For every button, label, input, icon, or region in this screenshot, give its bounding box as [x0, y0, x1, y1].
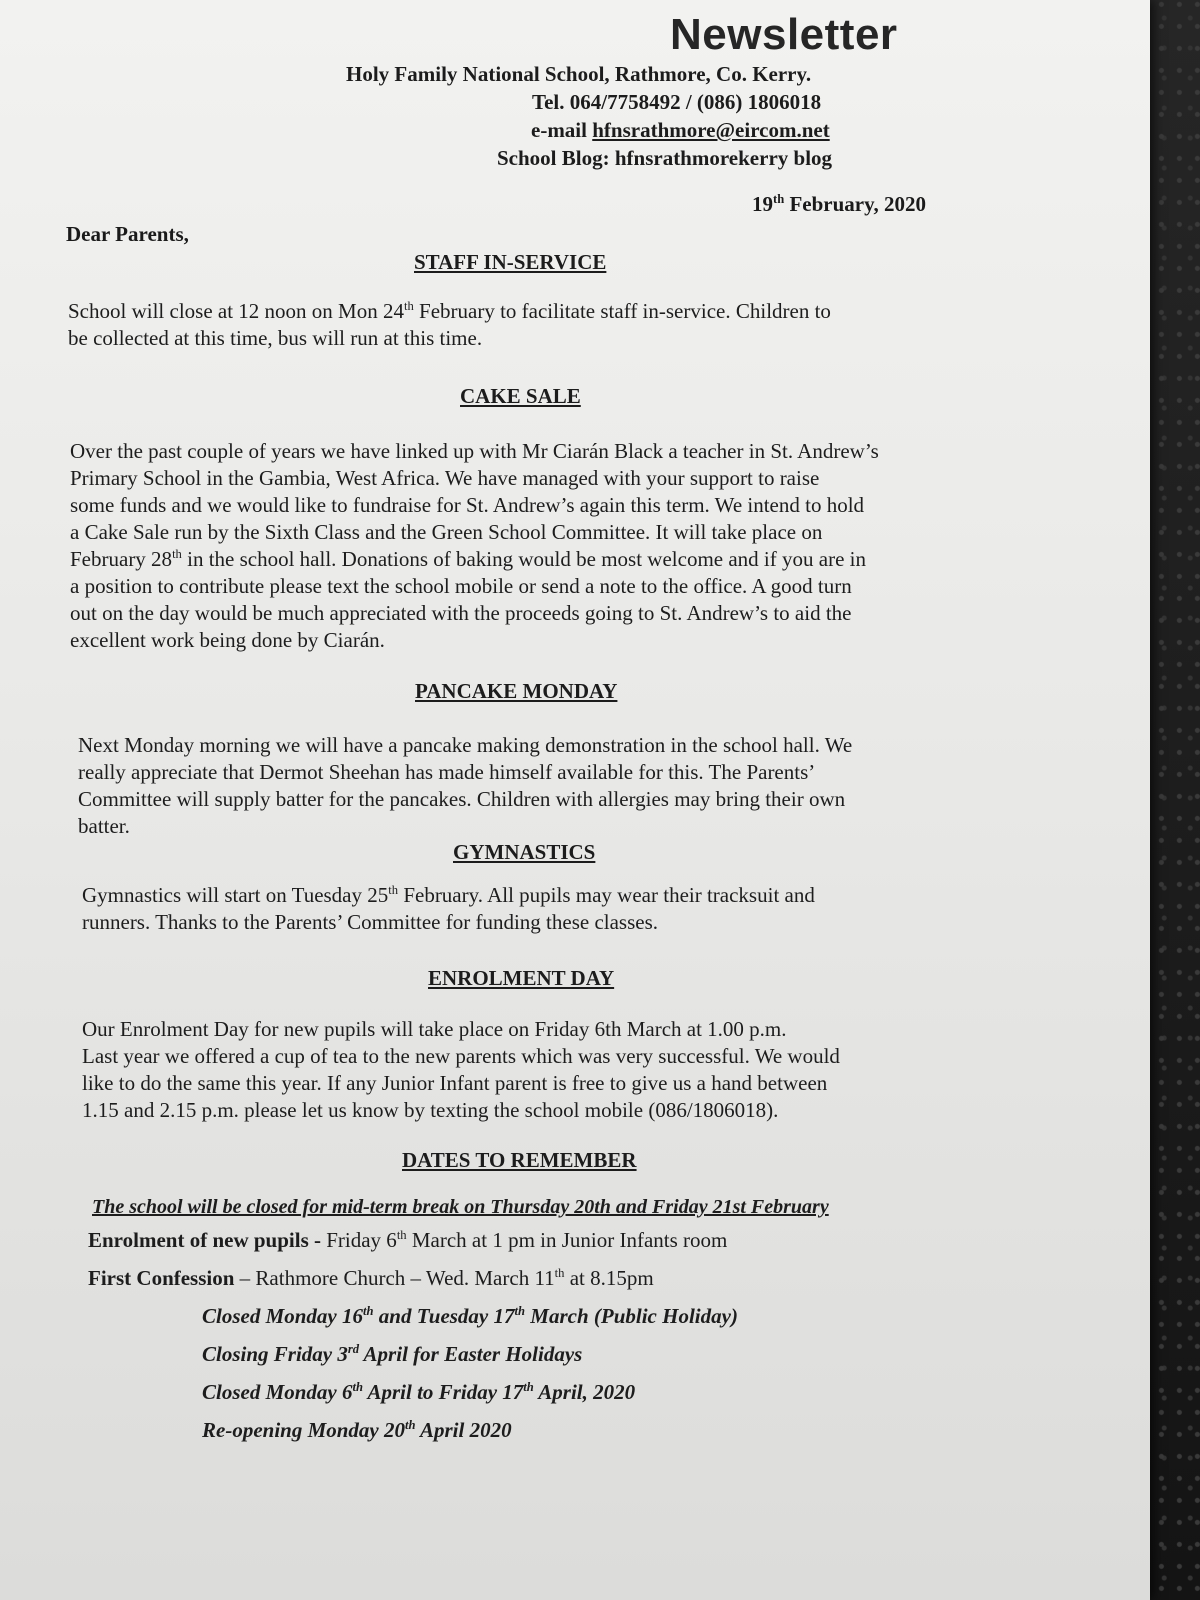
text-line: excellent work being done by Ciarán. [70, 628, 385, 652]
date-enrolment [88, 1228, 727, 1253]
text-fragment: Friday 6 [326, 1228, 397, 1252]
salutation: Dear Parents, [66, 222, 189, 246]
ordinal-suffix: th [388, 883, 399, 897]
text-line: runners. Thanks to the Parents’ Committee for funding these classes. [82, 910, 659, 934]
ordinal-suffix: th [172, 547, 182, 561]
ordinal-suffix: th [405, 1418, 416, 1432]
text-line: be collected at this time, bus will run at this time. [68, 326, 483, 350]
date-label: Enrolment of new pupils - [88, 1228, 327, 1252]
date-easter-holidays [202, 1380, 635, 1405]
text-line: some funds and we would like to fundraise for St. Andrew’s again this term. We intend to hold [70, 493, 865, 517]
text-fragment: March at 1 pm in Junior Infants room [406, 1228, 728, 1252]
date-day: 19 [752, 192, 773, 216]
text-fragment: at 8.15pm [564, 1266, 654, 1290]
text-fragment: April for Easter Holidays [359, 1342, 583, 1366]
paragraph-enrolment-day [82, 1016, 840, 1124]
paragraph-pancake-monday [78, 732, 852, 840]
heading-pancake-monday: PANCAKE MONDAY [415, 679, 618, 703]
ordinal-suffix: th [396, 1228, 407, 1242]
text-line: Next Monday morning we will have a pancake making demonstration in the school hall. We [78, 733, 853, 757]
text-fragment: Closed Monday 16 [202, 1304, 364, 1328]
heading-gymnastics: GYMNASTICS [453, 840, 596, 864]
ordinal-suffix: th [363, 1304, 374, 1318]
text-fragment: School will close at 12 noon on Mon 24 [68, 299, 404, 323]
text-fragment: and Tuesday 17 [373, 1304, 515, 1328]
heading-staff-in-service: STAFF IN-SERVICE [414, 250, 607, 274]
school-name: Holy Family National School, Rathmore, Co. Kerry. [346, 62, 812, 86]
midterm-notice: The school will be closed for mid-term break on Thursday 20th and Friday 21st February [92, 1196, 829, 1218]
heading-enrolment-day: ENROLMENT DAY [428, 966, 615, 990]
text-fragment: Closed Monday 6 [202, 1380, 353, 1404]
text-line: a position to contribute please text the school mobile or send a note to the office. A good turn [70, 574, 852, 598]
paragraph-staff-in-service [68, 298, 831, 352]
paragraph-gymnastics [82, 882, 815, 936]
text-fragment: Re-opening Monday 20 [202, 1418, 406, 1442]
text-line: like to do the same this year. If any Junior Infant parent is free to give us a hand between [82, 1071, 828, 1095]
text-fragment: February 28 [70, 547, 173, 571]
text-fragment: Closing Friday 3 [202, 1342, 348, 1366]
date-suffix: th [773, 192, 785, 206]
text-line: Our Enrolment Day for new pupils will take place on Friday 6th March at 1.00 p.m. [82, 1017, 787, 1041]
date-label: First Confession [88, 1266, 235, 1290]
text-line: really appreciate that Dermot Sheehan has made himself available for this. The Parents’ [78, 760, 816, 784]
text-fragment: Gymnastics will start on Tuesday 25 [82, 883, 389, 907]
text-line: 1.15 and 2.15 p.m. please let us know by texting the school mobile (086/1806018). [82, 1098, 779, 1122]
text-line [68, 298, 831, 325]
date-public-holiday [202, 1304, 738, 1329]
text-line: batter. [78, 814, 130, 838]
date-easter-closing [202, 1342, 582, 1367]
text-fragment: April, 2020 [533, 1380, 636, 1404]
text-fragment: April to Friday 17 [363, 1380, 524, 1404]
text-fragment: – Rathmore Church – Wed. March 11 [234, 1266, 555, 1290]
text-fragment: February to facilitate staff in-service. Children to [413, 299, 831, 323]
ordinal-suffix: th [514, 1304, 526, 1318]
ordinal-suffix: rd [347, 1342, 360, 1356]
school-blog: School Blog: hfnsrathmorekerry blog [497, 146, 833, 170]
text-line: Committee will supply batter for the pancakes. Children with allergies may bring their own [78, 787, 846, 811]
date-reopening [202, 1418, 512, 1443]
text-line [82, 882, 815, 909]
heading-dates-to-remember: DATES TO REMEMBER [402, 1148, 637, 1172]
paragraph-cake-sale [70, 438, 879, 654]
text-fragment: April 2020 [415, 1418, 512, 1442]
text-line: Over the past couple of years we have linked up with Mr Ciarán Black a teacher in St. Andrew’s [70, 439, 879, 463]
ordinal-suffix: th [352, 1380, 364, 1394]
heading-cake-sale: CAKE SALE [460, 384, 581, 408]
date-first-confession [88, 1266, 654, 1291]
text-line: Last year we offered a cup of tea to the new parents which was very successful. We would [82, 1044, 840, 1068]
email-link[interactable]: hfnsrathmore@eircom.net [592, 118, 830, 142]
school-phone: Tel. 064/7758492 / (086) 1806018 [532, 90, 822, 114]
text-line [70, 546, 879, 573]
text-line: a Cake Sale run by the Sixth Class and the Green School Committee. It will take place on [70, 520, 823, 544]
school-email-line [531, 118, 830, 143]
text-line: Primary School in the Gambia, West Africa. We have managed with your support to raise [70, 466, 820, 490]
email-label: e-mail [531, 118, 593, 142]
ordinal-suffix: th [523, 1380, 534, 1394]
text-fragment: March (Public Holiday) [525, 1304, 738, 1328]
date-rest: February, 2020 [784, 192, 926, 216]
ordinal-suffix: th [554, 1266, 565, 1280]
text-line: out on the day would be much appreciated with the proceeds going to St. Andrew’s to aid the [70, 601, 852, 625]
text-fragment: in the school hall. Donations of baking would be most welcome and if you are in [181, 547, 866, 571]
text-fragment: February. All pupils may wear their tracksuit and [398, 883, 815, 907]
newsletter-title: Newsletter [670, 10, 898, 59]
newsletter-date [752, 192, 926, 217]
ordinal-suffix: th [403, 299, 414, 313]
